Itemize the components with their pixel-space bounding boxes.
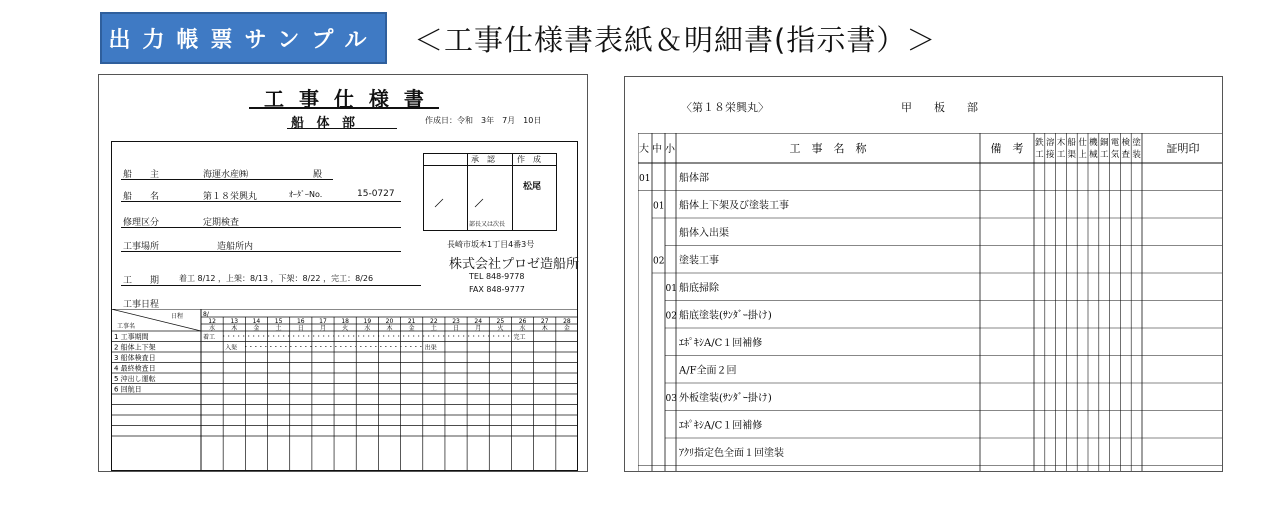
head-trade: 木 [1056,138,1066,148]
company-name: 株式会社プロゼ造船所 [449,257,580,272]
row-name: 船体上下架及び塗装工事 [679,200,789,212]
head-trade: 渠 [1067,150,1077,160]
sched-day: 14 [252,318,261,325]
sched-day: 26 [518,318,527,325]
created-date: 作成日：令和 3年 7月 10日 [425,116,542,125]
head-chu: 中 [652,144,662,155]
sample-badge [100,12,387,64]
sched-weekday: 金 [408,325,415,332]
approve-header: 承 認 [471,155,495,164]
site-label: 工事場所 [123,242,160,252]
row-sho: 03 [665,394,677,404]
row-sho: 02 [665,311,677,322]
head-trade: 検 [1121,138,1131,148]
cover-subtitle-underline [287,128,397,129]
head-trade: 装 [1132,150,1141,160]
owner-underline [121,179,333,180]
sched-day: 18 [341,318,349,325]
period-label: 工 期 [123,276,160,286]
head-sho: 小 [665,144,675,155]
sched-weekday: 水 [364,325,371,332]
row-name: ｱｸﾘ指定色全面１回塗装 [679,448,784,459]
sched-day: 20 [385,318,394,325]
sched-day: 28 [563,318,571,325]
sched-weekday: 木 [386,325,393,332]
sched-day: 12 [208,318,216,325]
order-label: ｵｰﾀﾞｰNo. [289,190,323,199]
sched-weekday: 日 [297,325,304,332]
sched-weekday: 月 [475,325,482,332]
row-name: 船体入出渠 [679,228,729,239]
schedule-label: 工事日程 [123,300,160,310]
owner-value: 海運水産㈱ [203,170,249,180]
sched-weekday: 月 [319,325,326,332]
sched-row-label: 6 回航日 [114,385,142,394]
site-value: 造船所内 [217,242,254,252]
row-name: 船底塗装(ｻﾝﾀﾞｰ掛け) [679,310,772,322]
head-trade: 上 [1078,150,1087,160]
head-trade: 船 [1067,138,1077,148]
create-header: 作 成 [517,155,541,164]
head-dai: 大 [639,144,649,155]
row-chu: 02 [653,256,665,267]
row-name: 外板塗装(ｻﾝﾀﾞｰ掛け) [679,393,772,404]
head-trade: 接 [1045,150,1055,160]
sched-day: 27 [540,318,549,325]
schedule-grid [111,309,578,471]
sched-day: 24 [474,318,483,325]
head-trade: 査 [1121,150,1131,160]
sched-row-label: 4 最終検査日 [114,364,156,373]
sched-row-label: 5 沖出し運転 [114,375,156,383]
sched-corner-bottom: 工事名 [117,323,136,330]
sched-weekday: 土 [275,325,282,332]
head-trade: 溶 [1045,138,1055,148]
head-trade: 塗 [1132,138,1141,148]
repair-value: 定期検査 [203,218,240,228]
head-trade: 銅 [1099,138,1109,148]
sched-weekday: 金 [253,325,260,332]
head-trade: 電 [1110,138,1120,148]
sched-weekday: 火 [497,325,504,332]
sched-weekday: 木 [231,325,238,332]
head-trade: 械 [1089,150,1098,160]
head-trade: 仕 [1078,138,1087,148]
sched-weekday: 木 [541,325,548,332]
period-value: 着工 8/12 ，上架：8/13 ，下架：8/22 ，完工：8/26 [179,274,374,283]
sched-month: 8/ [203,311,209,318]
sched-weekday: 日 [453,325,460,332]
period-underline [121,285,421,286]
owner-label: 船 主 [123,170,160,180]
detail-ship-name: 〈第１８栄興丸〉 [681,101,769,114]
ship-label: 船 名 [123,192,160,202]
row-name: 船底掃除 [679,283,719,294]
stamp-note: 部長又は次長 [469,221,506,228]
sched-row-label: 2 船体上下架 [114,343,156,352]
company-address: 長崎市坂本1丁目4番3号 [447,240,535,249]
sched-day: 13 [230,318,239,325]
repair-label: 修理区分 [123,218,160,228]
owner-suffix: 殿 [313,170,323,180]
mark-end: 完工 [513,334,526,341]
sched-day: 16 [296,318,305,325]
stamp-slash-marks [423,153,557,231]
head-trade: 気 [1110,150,1120,160]
row-sho: 01 [665,284,677,294]
company-fax: FAX 848-9777 [469,285,525,294]
row-chu: 01 [653,201,665,212]
head-trade: 工 [1056,150,1066,160]
detail-table [638,133,1223,472]
head-note: 備 考 [990,142,1024,155]
row-dai: 01 [639,174,651,184]
row-name: 船体部 [679,173,709,184]
sched-row-label: 3 船体検査日 [114,354,156,362]
row-name: 塗装工事 [679,255,719,267]
order-value: 15-0727 [357,189,395,199]
sched-day: 15 [274,318,283,325]
sched-day: 22 [430,318,438,325]
sched-weekday: 金 [563,325,570,332]
head-name: 工 事 名 称 [789,142,867,155]
row-name: ｴﾎﾟｷｼA/C１回補修 [679,420,763,432]
row-name: ｴﾎﾟｷｼA/C１回補修 [679,338,763,349]
detail-sheet [624,76,1223,472]
head-trade: 鉄 [1035,138,1044,148]
head-trade: 工 [1035,150,1044,160]
mark-lift: 入渠 [225,344,238,352]
sched-day: 21 [407,318,416,325]
sched-corner-top: 日程 [171,313,184,320]
repair-underline [121,227,401,228]
cover-subtitle: 船 体 部 [291,116,360,131]
row-name: A/F全面２回 [679,365,737,377]
company-tel: TEL 848-9778 [469,272,525,281]
sched-weekday: 火 [342,325,349,332]
mark-start: 着工 [203,334,216,341]
cover-title: 工 事 仕 様 書 [264,87,428,111]
creator-name: 松尾 [523,182,542,192]
ship-underline [121,201,401,202]
sched-day: 23 [452,318,460,325]
ship-value: 第１８栄興丸 [203,192,258,202]
sample-badge-label: 出力帳票サンプル [108,27,379,53]
head-trade: 機 [1089,138,1098,148]
sched-weekday: 土 [430,325,437,332]
head-stamp: 証明印 [1166,142,1200,155]
sched-row-label: 1 工事期間 [114,333,149,341]
detail-dept: 甲 板 部 [901,101,978,114]
page-title: ＜工事仕様書表紙＆明細書(指示書）＞ [414,23,937,57]
spec-cover-sheet [98,74,588,472]
sched-day: 25 [496,318,505,325]
cover-title-underline [249,107,439,109]
sched-day: 17 [319,318,327,325]
sched-weekday: 水 [519,325,526,332]
head-trade: 工 [1099,150,1109,160]
sched-day: 19 [363,318,372,325]
site-underline [121,251,401,252]
sched-weekday: 水 [209,325,216,332]
mark-out: 出渠 [424,344,437,352]
